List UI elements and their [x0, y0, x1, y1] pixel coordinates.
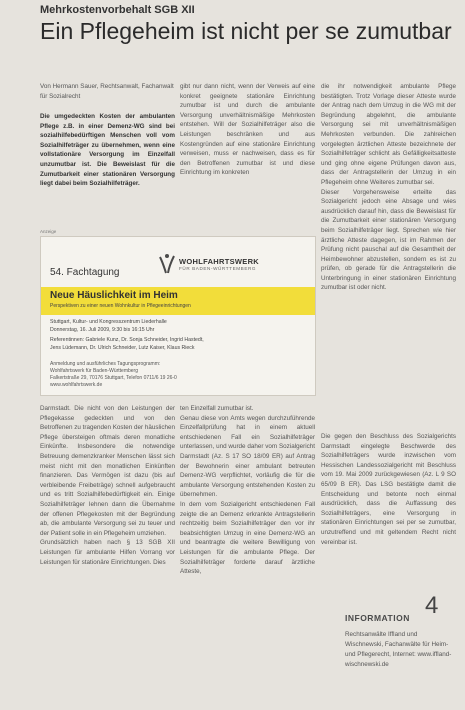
advertisement	[40, 236, 316, 396]
ad-organization-subtitle: FÜR BADEN-WÜRTTEMBERG	[179, 266, 257, 271]
info-title: INFORMATION	[345, 613, 410, 623]
article-headline: Ein Pflegeheim ist nicht per se zumutbar	[40, 18, 452, 44]
article-column-2-bottom: ten Einzelfall zumutbar ist. Genau diese von Amts wegen durchzuführende Einzelfallprüfung hat in einem aktuell entschiedenen Fall ein Sozialhilfeträger unterlassen, und wurde daher vom Sozialgericht Darmstadt (Az. S 17 SO 18/09 ER) auf Antrag der Bewohnerin einer ambulant betreuten Demenz-WG verpflichtet, vorläufig die für die ambulante Versorgung entstehenden Kosten zu übernehmen. In dem vom Sozialgericht entschiedenen Fall zeigte die an Demenz erkrankte Antragstellerin rechtzeitig beim Sozialhilfeträger den vor ihr beabsichtigten Umzug in eine Demenz-WG an und beantragte die weitere Bewilligung von Leistungen für die ambulante Pflege. Der Sozialhilfeträger forderte darauf ärztliche Atteste,	[180, 405, 315, 576]
ad-details: Stuttgart, Kultur- und Kongresszentrum Liederhalle Donnerstag, 16. Juli 2009, 9:30 bis 16:15 Uhr	[50, 319, 167, 333]
article-kicker: Mehrkostenvorbehalt SGB XII	[40, 4, 195, 16]
info-number: 4	[425, 592, 439, 619]
ad-event-name: 54. Fachtagung	[50, 267, 120, 278]
article-column-3-top: die ihr notwendigkeit ambulante Pflege bestätigten. Trotz Vorlage dieser Atteste wurde der Antrag nach dem Umzug in die WG mit der Begründung abgelehnt, die ambulante Versorgung sei mit unverhältnismäßigen Mehrkosten verbunden. Die zahlreichen vorgelegten ärztlichen Atteste bezeichnete der Sozialhilfeträger schlicht als Gefälligkeitsatteste und ging ohne eigene Prüfungen davon aus, dass der Antragstellerin der Umzug in ein Pflegeheim ohne Weiteres zumutbar sei. Dieser Vorgehensweise erteilte das Sozialgericht jedoch eine Absage und wies ausdrücklich darauf hin, dass die Beweislast für die Zumutbarkeit einer stationären Versorgung beim Sozialhilfeträger liegt. Sprechen wie hier ärztliche Atteste dagegen, ist im Rahmen der Prüfung nicht pauschal auf die Gesamtheit der Heimbewohner abzustellen, sondern es ist zu prüfen, ob gerade für die Antragstellerin die Unterbringung in einer stationären Einrichtung zumutbar ist oder nicht.	[321, 83, 456, 292]
article-column-3-bottom: Die gegen den Beschluss des Sozialgerichts Darmstadt eingelegte Beschwerde des Sozialhilfeträgers wurde inzwischen vom Hessischen Landessozialgericht mit Beschluss vom 19. Mai 2009 zurückgewiesen (Az. L 9 SO 65/09 B ER). Das LSG bestätigte damit die Entscheidung und betonte noch einmal ausdrücklich, dass die Auffassung des Sozialhilfeträgers, eine Versorgung in stationären Einrichtungen sei per se zumutbar, unzutreffend und mit geltendem Recht nicht vereinbar ist.	[321, 433, 456, 546]
ad-speakers: Referentinnen: Gabriele Kunz, Dr. Sonja Schneider, Ingrid Hastedt, Jens Lüdemann, Dr. Ulrich Schneider, Lutz Kaiser, Klaus Rieck	[50, 337, 204, 351]
article-lead: Die umgedeckten Kosten der ambulanten Pflege z.B. in einer Demenz-WG sind bei sozialhilfebedürftigen Menschen voll vom Sozialhilfeträger zu übernehmen, wenn eine vollstationäre Versorgung im Einzelfall unzumutbar ist. Die Beweislast für die Zumutbarkeit einer stationären Versorgung liegt dabei beim Sozialhilfeträger.	[40, 113, 175, 188]
ad-contact: Anmeldung und ausführliches Tagungsprogramm: Wohlfahrtswerk für Baden-Württemberg Falkertstraße 29, 70176 Stuttgart, Telefon 0711/6 19 26-0 www.wohlfahrtswerk.de	[50, 361, 177, 388]
ad-label: Anzeige	[40, 229, 57, 234]
article-column-2-top: gibt nur dann nicht, wenn der Verweis auf eine konkret geeignete stationäre Einrichtung zumutbar ist und durch die ambulante Versorgung unverhältnismäßige Mehrkosten entstehen. Will der Sozialhilfeträger also die Leistungen beschränken und aus Kostengründen auf eine stationäre Einrichtung verweisen, muss er nachweisen, dass es für den Betroffenen zumutbar ist und diese Einrichtung im konkreten	[180, 83, 315, 177]
article-column-1-bottom: Darmstadt. Die nicht von den Leistungen der Pflegekasse gedeckten und von den Betroffenen zu tragenden Kosten der häuslichen Pflege übersteigen oftmals deren monatliche Einkünfte. Insbesondere die notwendige Betreuung demenzkranker Menschen lässt sich meist nicht mit den monatlichen Einkünften finanzieren. Das Vermögen ist dazu (bis auf verbleibende Freibeträge) schnell aufgebraucht und es tritt Sozialhilfebedürftigkeit ein. Einige Sozialhilfeträger lehnen dann die Übernahme der offenen Pflegekosten mit der Begründung ab, die ambulante Versorgung sei zu teuer und der Patient solle in ein Pflegeheim umziehen. Grundsätzlich haben nach § 13 SGB XII Leistungen für ambulante Hilfen Vorrang vor Leistungen für stationäre Einrichtungen. Dies	[40, 405, 175, 566]
ad-organization-name: WOHLFAHRTSWERK	[179, 257, 260, 266]
info-text: Rechtsanwälte Iffland und Wischnewski, Fachanwälte für Heim- und Pflegerecht, Internet: www.iffland-wischnewski.de	[345, 631, 452, 668]
ad-title: Neue Häuslichkeit im Heim	[50, 290, 178, 301]
ad-subtitle: Perspektiven zu einer neuen Wohnkultur in Pflegeeinrichtungen	[50, 303, 191, 309]
wohlfahrtswerk-logo-icon	[157, 253, 177, 275]
article-byline: Von Hermann Sauer, Rechtsanwalt, Fachanwalt für Sozialrecht	[40, 83, 174, 100]
